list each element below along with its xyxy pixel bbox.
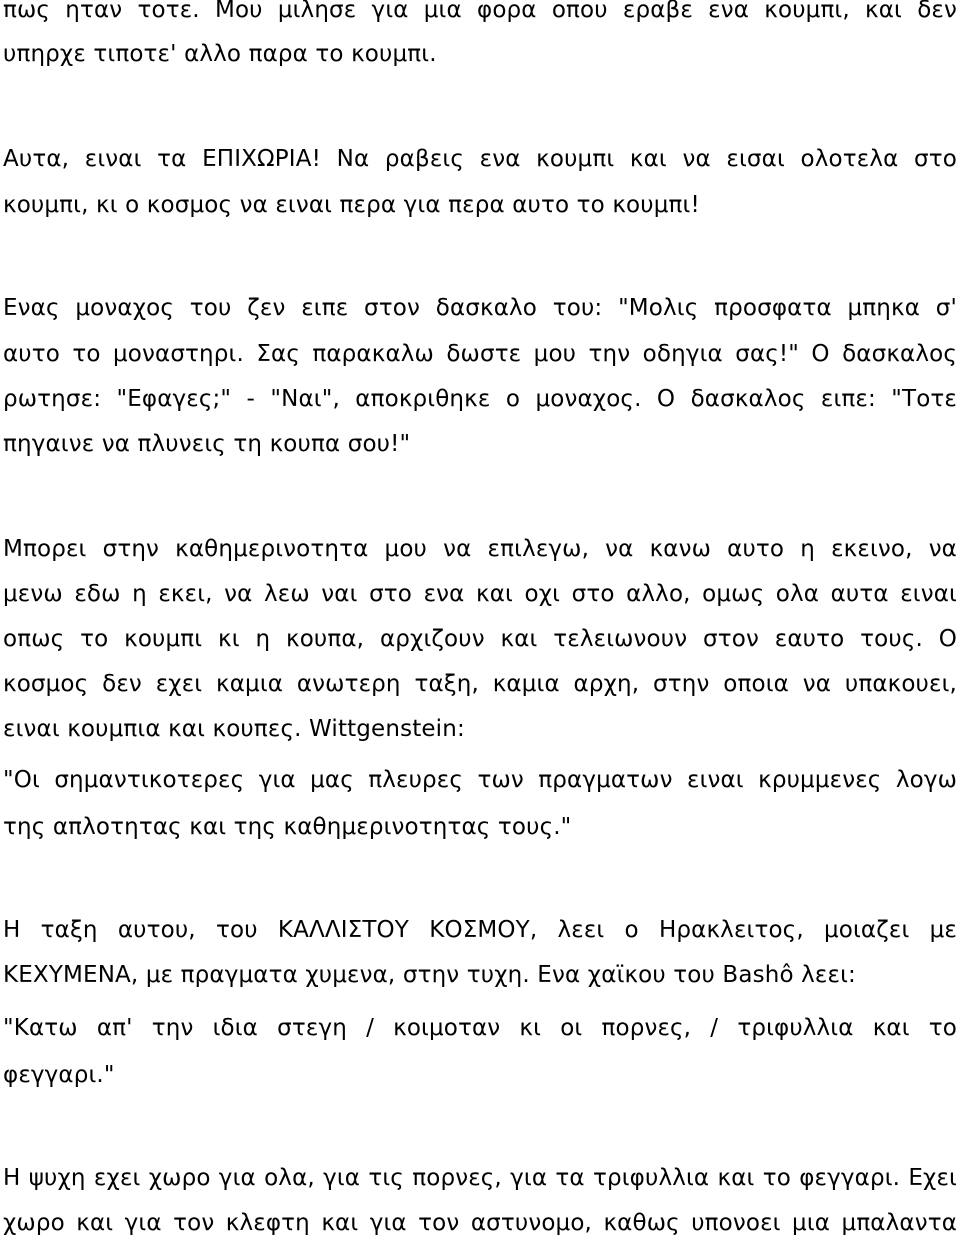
text-line: της απλοτητας και της καθημερινοτητας τους.": [3, 814, 572, 840]
text-line: Η ψυχη εχει χωρο για ολα, για τις πορνες, για τα τριφυλλια και το φεγγαρι. Εχει: [3, 1165, 957, 1191]
text-line: κουμπι, κι ο κοσμος να ειναι περα για περα αυτο το κουμπι!: [3, 192, 700, 218]
text-line: μενω εδω η εκει, να λεω ναι στο ενα και οχι στο αλλο, ομως ολα αυτα ειναι: [3, 581, 957, 607]
text-line: οπως το κουμπι κι η κουπα, αρχιζουν και τελειωνουν στον εαυτο τους. Ο: [3, 626, 957, 652]
text-line: υπηρχε τιποτε' αλλο παρα το κουμπι.: [3, 41, 437, 67]
text-line: πως ηταν τοτε. Μου μιλησε για μια φορα οπου εραβε ενα κουμπι, και δεν: [3, 0, 957, 23]
text-line: "Οι σημαντικοτερες για μας πλευρες των πραγματων ειναι κρυμμενες λογω: [3, 767, 957, 793]
text-line: Αυτα, ειναι τα ΕΠΙΧΩΡΙΑ! Να ραβεις ενα κουμπι και να εισαι ολοτελα στο: [3, 146, 957, 172]
text-line: ΚΕΧΥΜΕΝΑ, με πραγματα χυμενα, στην τυχη. Ενα χαϊκου του Bashô λεει:: [3, 962, 856, 988]
text-line: ειναι κουμπια και κουπες. Wittgenstein:: [3, 716, 465, 742]
text-line: Η ταξη αυτου, του ΚΑΛΛΙΣΤΟΥ ΚΟΣΜΟΥ, λεει ο Ηρακλειτος, μοιαζει με: [3, 917, 957, 943]
text-line: Μπορει στην καθημερινοτητα μου να επιλεγω, να κανω αυτο η εκεινο, να: [3, 536, 957, 562]
text-line: πηγαινε να πλυνεις τη κουπα σου!": [3, 431, 411, 457]
text-line: Ενας μοναχος του ζεν ειπε στον δασκαλο του: "Μολις προσφατα μπηκα σ': [3, 295, 957, 321]
text-line: φεγγαρι.": [3, 1062, 115, 1088]
text-line: αυτο το μοναστηρι. Σας παρακαλω δωστε μου την οδηγια σας!" Ο δασκαλος: [3, 341, 957, 367]
text-line: "Κατω απ' την ιδια στεγη / κοιμοταν κι οι πορνες, / τριφυλλια και το: [3, 1015, 957, 1041]
text-line: χωρο και για τον κλεφτη και για τον αστυνομο, καθως υπονοει μια μπαλαντα: [3, 1210, 957, 1236]
text-line: κοσμος δεν εχει καμια ανωτερη ταξη, καμια αρχη, στην οποια να υπακουει,: [3, 671, 957, 697]
text-line: ρωτησε: "Εφαγες;" - "Ναι", αποκριθηκε ο μοναχος. Ο δασκαλος ειπε: "Τοτε: [3, 386, 957, 412]
